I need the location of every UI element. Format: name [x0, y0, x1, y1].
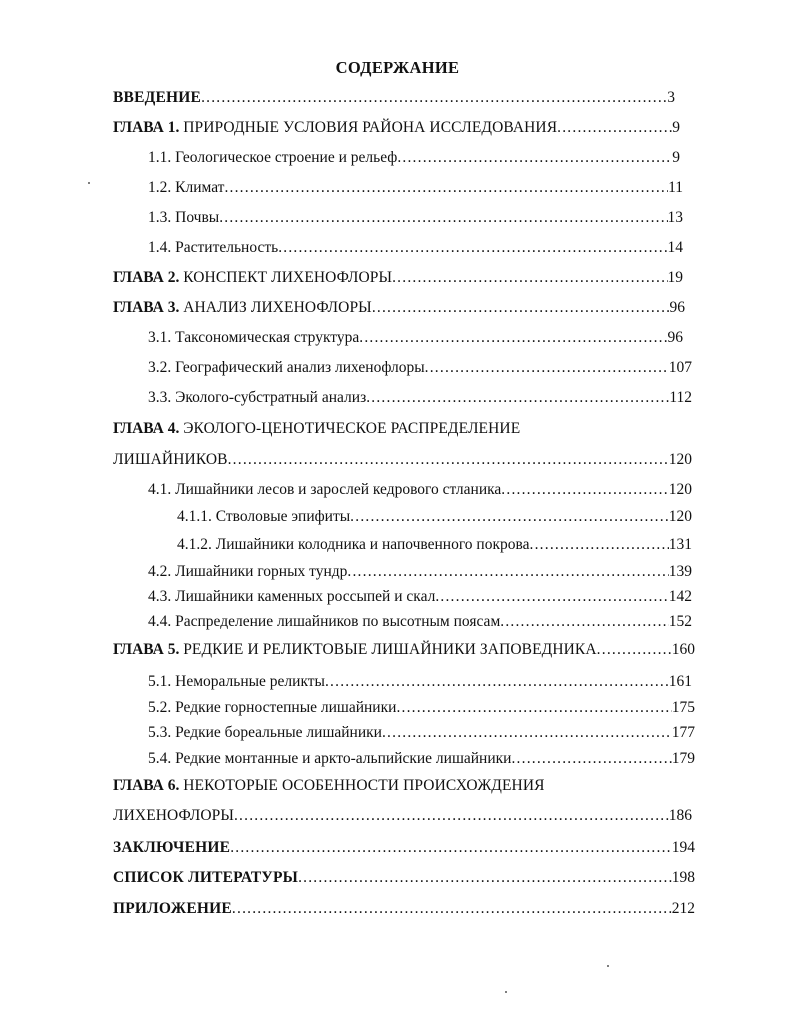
toc-entry-references[interactable] [113, 867, 695, 889]
toc-entry-section-5-3[interactable] [148, 722, 695, 744]
dot-leader [366, 387, 669, 409]
dot-leader [232, 898, 672, 920]
toc-entry-section-4-4[interactable] [148, 611, 692, 633]
toc-entry-title: 3.3. Эколого-субстратный анализ [148, 389, 367, 406]
toc-entry-title: 4.1.1. Стволовые эпифиты [177, 508, 351, 525]
dot-leader [347, 561, 668, 583]
toc-page-number: 96 [669, 299, 685, 316]
toc-entry-title [113, 117, 557, 139]
toc-entry-section-1-4[interactable] [148, 237, 683, 259]
toc-entry-section-4-1[interactable] [148, 479, 692, 501]
chapter-title: НЕКОТОРЫЕ ОСОБЕННОСТИ ПРОИСХОЖДЕНИЯ [183, 777, 545, 794]
toc-entry-title [113, 639, 597, 661]
chapter-title: РЕДКИЕ И РЕЛИКТОВЫЕ ЛИШАЙНИКИ ЗАПОВЕДНИКА [183, 641, 597, 658]
toc-page-number: 152 [668, 613, 692, 630]
dot-leader [511, 748, 671, 770]
toc-entry-conclusion[interactable] [113, 837, 695, 859]
toc-entry-section-3-2[interactable] [148, 357, 692, 379]
chapter-prefix: ГЛАВА 5. [113, 641, 180, 658]
toc-entry-title [113, 297, 372, 319]
toc-entry-title: ЗАКЛЮЧЕНИЕ [113, 839, 231, 856]
toc-page-number: 3 [667, 89, 675, 106]
toc-page-number: 9 [672, 149, 680, 166]
chapter-title: ПРИРОДНЫЕ УСЛОВИЯ РАЙОНА ИССЛЕДОВАНИЯ [183, 119, 558, 136]
toc-page-number: 177 [671, 724, 695, 741]
dot-leader [234, 805, 669, 827]
toc-entry-title: СПИСОК ЛИТЕРАТУРЫ [113, 869, 299, 886]
toc-entry-title: 1.3. Почвы [148, 209, 220, 226]
dot-leader [382, 722, 672, 744]
toc-entry-title: 1.2. Климат [148, 179, 225, 196]
chapter-title: КОНСПЕКТ ЛИХЕНОФЛОРЫ [183, 269, 393, 286]
toc-entry-title: 3.2. Географический анализ лихенофлоры [148, 359, 425, 376]
toc-entry-section-3-3[interactable] [148, 387, 692, 409]
dot-leader [425, 357, 669, 379]
toc-entry-intro[interactable] [113, 87, 675, 109]
scan-speck [505, 991, 507, 993]
toc-entry-chapter-6-title[interactable] [113, 775, 545, 797]
toc-entry-section-4-2[interactable] [148, 561, 692, 583]
toc-entry-title: 5.1. Неморальные реликты [148, 673, 325, 690]
toc-entry-chapter-4-title[interactable] [113, 418, 520, 440]
toc-page-number: 19 [667, 269, 683, 286]
toc-page-number: 175 [671, 699, 695, 716]
toc-entry-chapter-1[interactable] [113, 117, 680, 139]
dot-leader [397, 147, 672, 169]
toc-entry-title: 1.4. Растительность [148, 239, 279, 256]
toc-page-number: 131 [668, 536, 692, 553]
toc-entry-title: 1.1. Геологическое строение и рельеф [148, 149, 398, 166]
toc-entry-title: 5.3. Редкие бореальные лишайники [148, 724, 382, 741]
toc-entry-chapter-5[interactable] [113, 639, 695, 661]
toc-page-number: 179 [671, 750, 695, 767]
toc-entry-section-5-2[interactable] [148, 697, 695, 719]
dot-leader [359, 327, 667, 349]
toc-page-number: 120 [668, 451, 692, 468]
toc-entry-title: ВВЕДЕНИЕ [113, 89, 202, 106]
toc-entry-chapter-3[interactable] [113, 297, 685, 319]
toc-entry-title: 4.3. Лишайники каменных россыпей и скал [148, 588, 436, 605]
dot-leader [392, 267, 667, 289]
toc-page-number: 161 [668, 673, 692, 690]
scan-speck [88, 182, 90, 184]
dot-leader [350, 506, 669, 528]
toc-entry-title: 3.1. Таксономическая структура [148, 329, 360, 346]
toc-page-number: 14 [667, 239, 683, 256]
dot-leader [530, 534, 669, 556]
dot-leader [435, 586, 668, 608]
toc-entry-title: ЛИШАЙНИКОВ [113, 451, 228, 468]
toc-page-number: 186 [668, 807, 692, 824]
toc-page-number: 160 [671, 641, 695, 658]
toc-page-number: 194 [671, 839, 695, 856]
toc-page-number: 112 [669, 389, 692, 406]
toc-page-number: 13 [667, 209, 683, 226]
toc-entry-title: 4.2. Лишайники горных тундр [148, 563, 348, 580]
toc-entry-section-4-1-1[interactable] [177, 506, 692, 528]
toc-entry-title: ПРИЛОЖЕНИЕ [113, 900, 232, 917]
toc-entry-title: ЛИХЕНОФЛОРЫ [113, 807, 234, 824]
dot-leader [597, 639, 672, 661]
dot-leader [278, 237, 667, 259]
toc-page-number: 142 [668, 588, 692, 605]
toc-page-number: 198 [671, 869, 695, 886]
toc-page-number: 11 [668, 179, 683, 196]
toc-entry-title: 4.4. Распределение лишайников по высотным поясам [148, 613, 501, 630]
chapter-title: АНАЛИЗ ЛИХЕНОФЛОРЫ [183, 299, 372, 316]
toc-page-number: 120 [668, 508, 692, 525]
page-title: СОДЕРЖАНИЕ [335, 58, 460, 77]
toc-entry-section-3-1[interactable] [148, 327, 683, 349]
toc-entry-title: 4.1.2. Лишайники колодника и напочвенного покрова [177, 536, 530, 553]
chapter-prefix: ГЛАВА 2. [113, 269, 180, 286]
toc-page-number: 139 [668, 563, 692, 580]
scan-speck [607, 965, 609, 967]
toc-entry-section-1-2[interactable] [148, 177, 683, 199]
toc-page-number: 96 [667, 329, 683, 346]
toc-entry-chapter-4[interactable] [113, 449, 692, 471]
dot-leader [396, 697, 671, 719]
dot-leader [224, 177, 668, 199]
toc-entry-chapter-6[interactable] [113, 805, 692, 827]
dot-leader [298, 867, 672, 889]
toc-entry-section-5-4[interactable] [148, 748, 695, 770]
toc-entry-section-5-1[interactable] [148, 671, 692, 693]
toc-entry-title: 4.1. Лишайники лесов и зарослей кедрового стланика [148, 481, 502, 498]
dot-leader [230, 837, 672, 859]
chapter-prefix: ГЛАВА 4. [113, 420, 180, 437]
dot-leader [228, 449, 669, 471]
toc-entry-appendix[interactable] [113, 898, 695, 920]
chapter-title: ЭКОЛОГО-ЦЕНОТИЧЕСКОЕ РАСПРЕДЕЛЕНИЕ [183, 420, 521, 437]
chapter-prefix: ГЛАВА 1. [113, 119, 180, 136]
toc-entry-chapter-2[interactable] [113, 267, 683, 289]
dot-leader [557, 117, 672, 139]
toc-entry-section-1-3[interactable] [148, 207, 683, 229]
toc-entry-section-4-3[interactable] [148, 586, 692, 608]
toc-entry-section-1-1[interactable] [148, 147, 680, 169]
toc-page-number: 107 [668, 359, 692, 376]
dot-leader [219, 207, 667, 229]
dot-leader [500, 611, 669, 633]
toc-page-number: 212 [671, 900, 695, 917]
dot-leader [325, 671, 669, 693]
dot-leader [501, 479, 668, 501]
toc-entry-title: 5.2. Редкие горностепные лишайники [148, 699, 397, 716]
toc-page-number: 120 [668, 481, 692, 498]
dot-leader [201, 87, 667, 109]
toc-entry-title: 5.4. Редкие монтанные и аркто-альпийские лишайники [148, 750, 512, 767]
toc-page-number: 9 [672, 119, 680, 136]
dot-leader [372, 297, 670, 319]
toc-entry-section-4-1-2[interactable] [177, 534, 692, 556]
chapter-prefix: ГЛАВА 3. [113, 299, 180, 316]
toc-entry-title [113, 267, 392, 289]
chapter-prefix: ГЛАВА 6. [113, 777, 180, 794]
